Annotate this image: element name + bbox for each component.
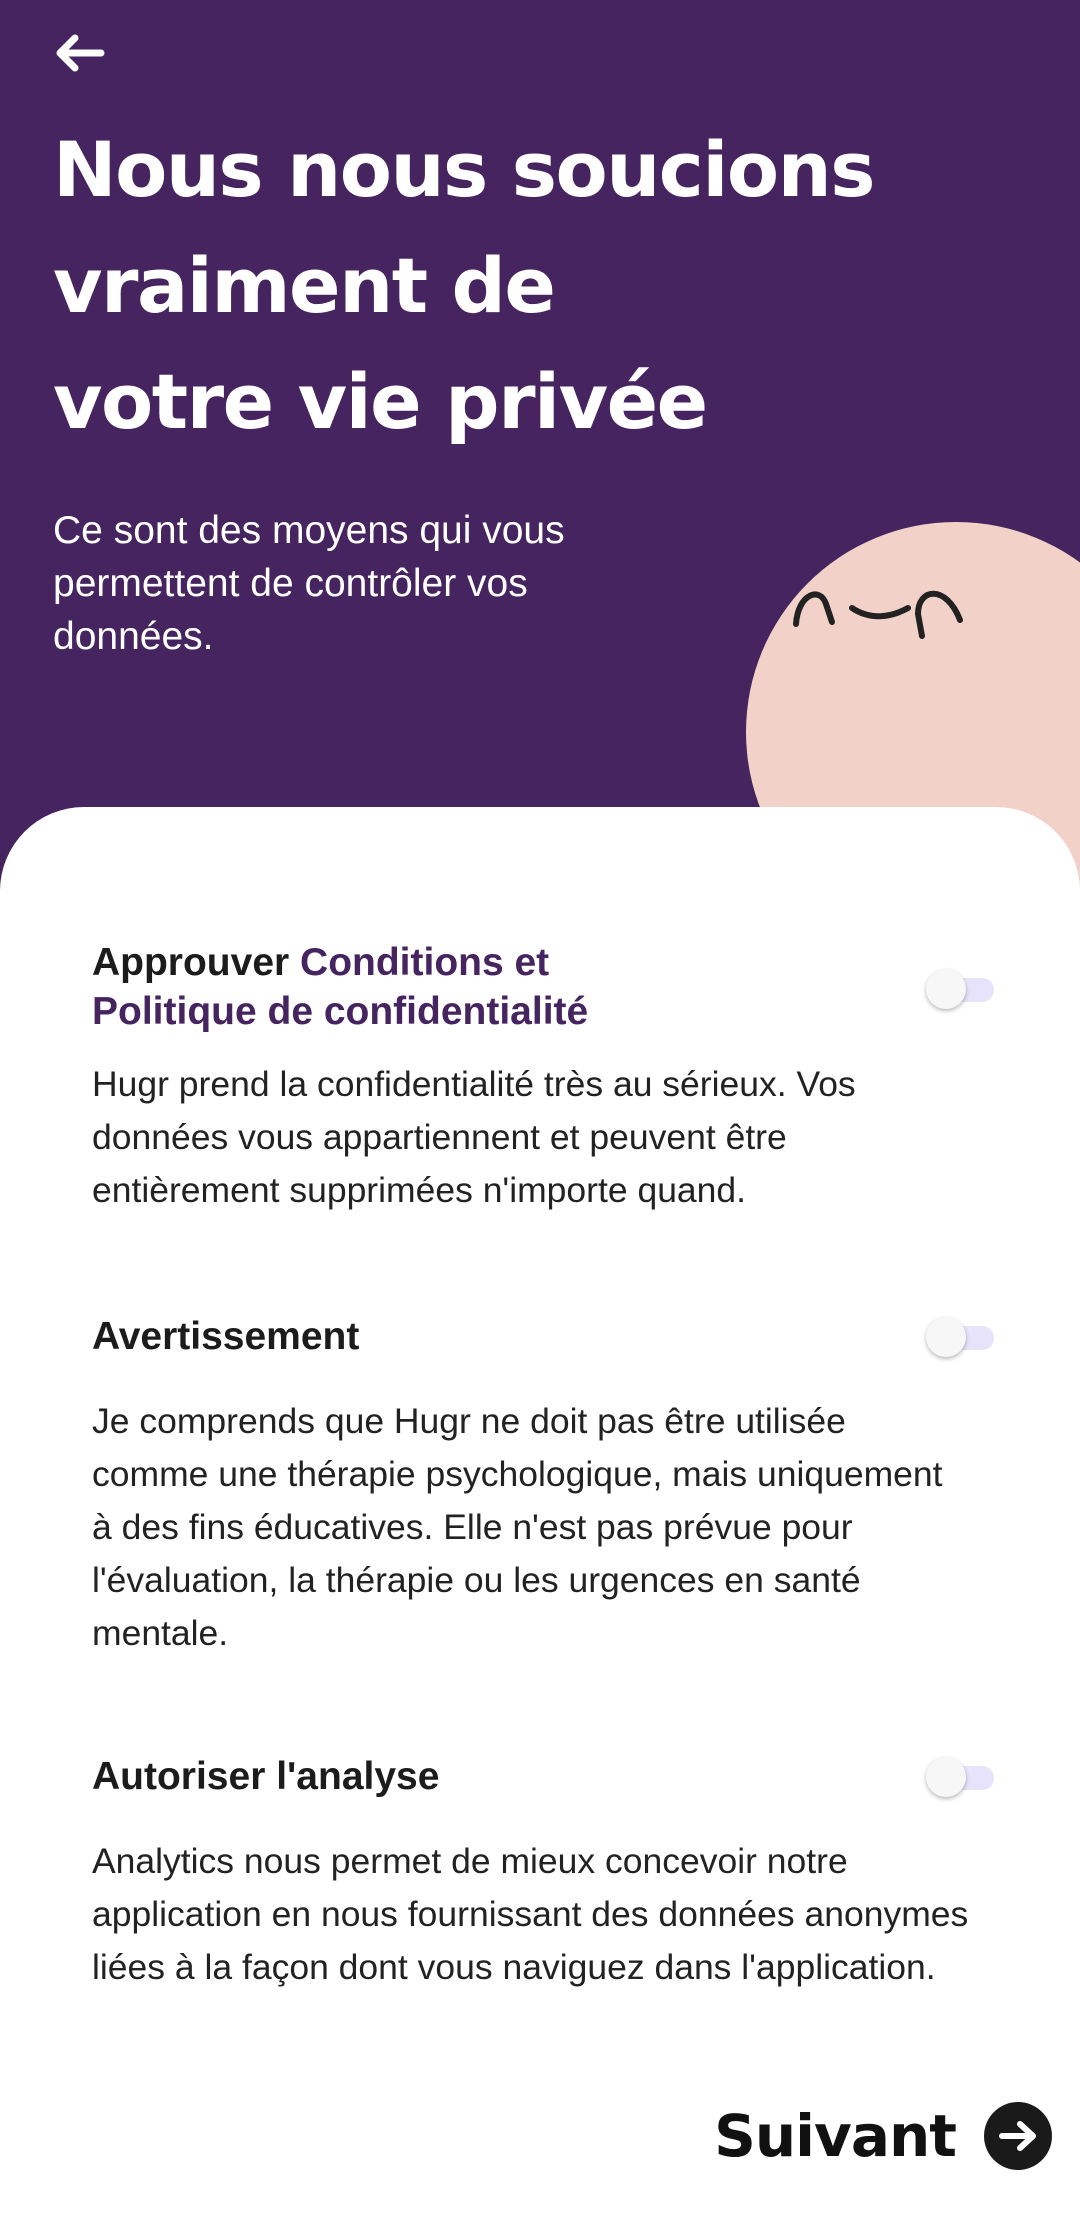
- next-label: Suivant: [714, 2102, 956, 2170]
- title-line: vraiment de: [53, 241, 555, 330]
- section-description: Hugr prend la confidentialité très au sérieux. Vos données vous appartiennent et peuvent être entièrement supprimées n'importe quand.: [92, 1064, 856, 1210]
- title-line: votre vie privée: [53, 357, 707, 446]
- terms-privacy-link[interactable]: Conditions et Politique de confidentialité: [92, 941, 589, 1033]
- next-button[interactable]: [714, 2096, 1052, 2176]
- back-button[interactable]: [44, 22, 114, 84]
- consent-section-terms: [92, 938, 992, 1217]
- section-title-prefix: Approuver: [92, 941, 301, 984]
- toggle-knob: [926, 969, 966, 1009]
- page-title: [53, 112, 1013, 460]
- analytics-toggle[interactable]: [926, 1752, 998, 1800]
- toggle-knob: [926, 1757, 966, 1797]
- arrow-right-circle-icon: [984, 2102, 1052, 2170]
- header: [0, 0, 1080, 900]
- section-description: Je comprends que Hugr ne doit pas être utilisée comme une thérapie psychologique, mais uniquement à des fins éducatives. Elle n'est pas prévue pour l'évaluation, la thérapie ou les urgences en santé mentale.: [92, 1401, 943, 1653]
- consent-section-analytics: [92, 1752, 992, 1994]
- terms-toggle[interactable]: [926, 964, 998, 1012]
- section-title: [92, 938, 712, 1036]
- section-title: Avertissement: [92, 1315, 360, 1358]
- section-title: Autoriser l'analyse: [92, 1755, 440, 1798]
- toggle-knob: [926, 1317, 966, 1357]
- section-description: Analytics nous permet de mieux concevoir notre application en nous fournissant des données anonymes liées à la façon dont vous naviguez dans l'application.: [92, 1841, 969, 1987]
- mascot-face-icon: [786, 566, 986, 656]
- arrow-left-icon: [51, 33, 107, 73]
- consent-section-warning: [92, 1312, 992, 1660]
- title-line: Nous nous soucions: [53, 125, 874, 214]
- warning-toggle[interactable]: [926, 1312, 998, 1360]
- page-subtitle: Ce sont des moyens qui vous permettent de contrôler vos données.: [53, 509, 565, 658]
